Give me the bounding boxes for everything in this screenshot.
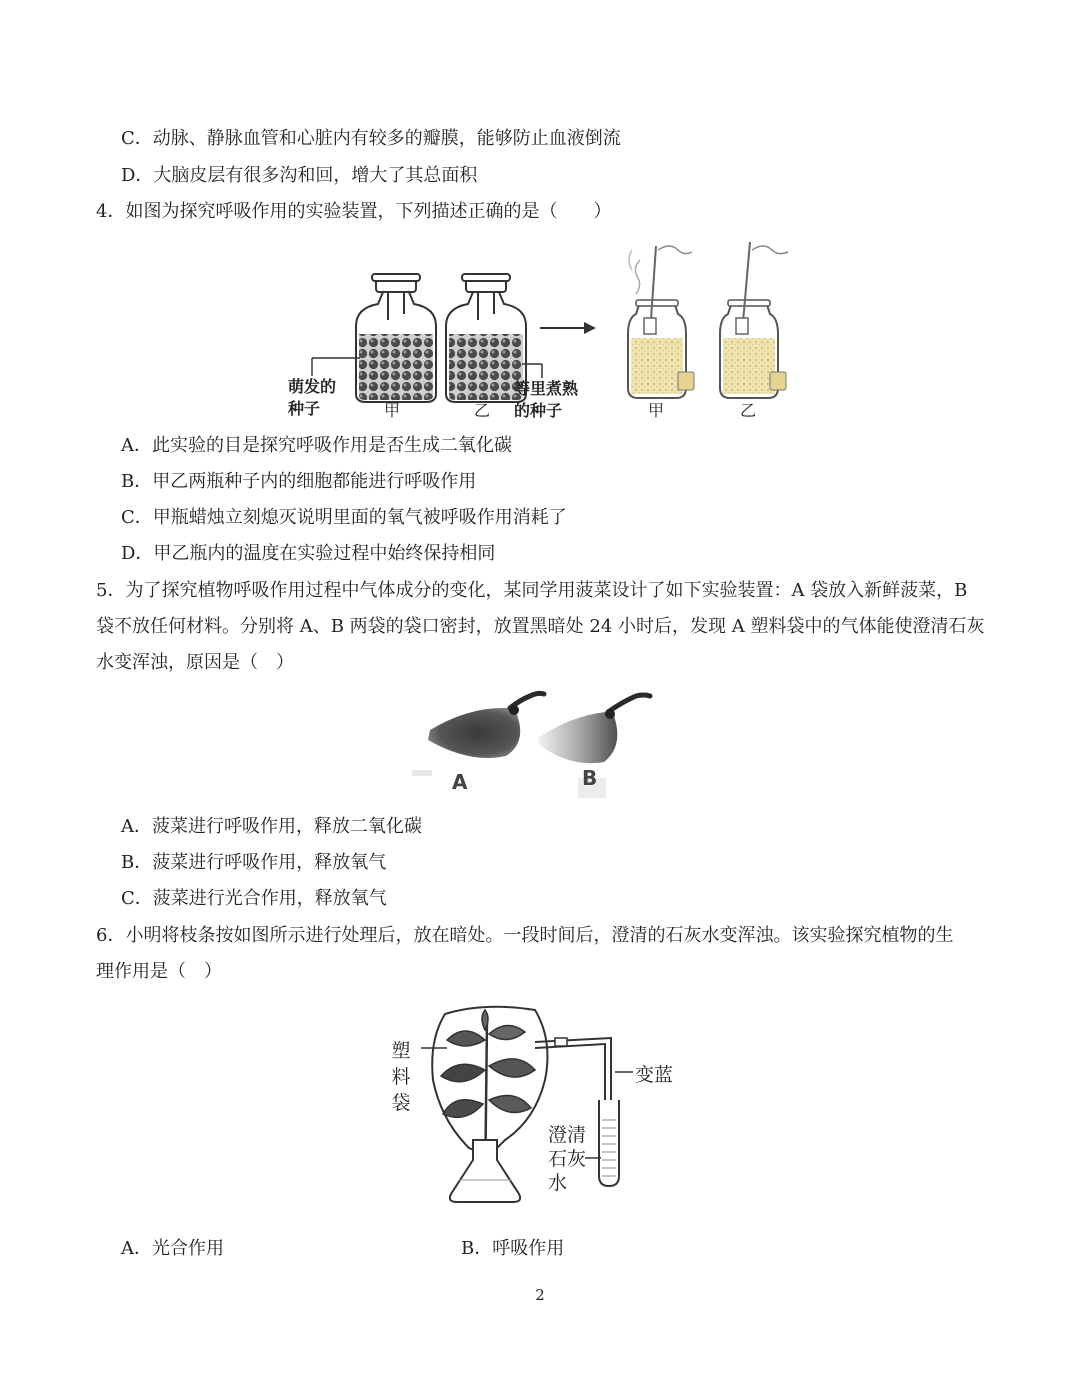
q4-option-a: A．此实验的目是探究呼吸作用是否生成二氧化碳 [121,435,512,456]
page-number: 2 [535,1286,545,1304]
spinach-bags-illustration [410,682,670,808]
q4-stem: 4．如图为探究呼吸作用的实验装置，下列描述正确的是（ ） [96,201,612,222]
bag-a-with-spinach [428,693,544,758]
q6-option-a: A．光合作用 [121,1238,224,1259]
label-bag-a: A [452,770,468,794]
q5-stem-line-2: 袋不放任何材料。分别将 A、B 两袋的袋口密封，放置黑暗处 24 小时后，发现 A 塑料袋中的气体能使澄清石灰 [96,616,985,637]
label-cooked-seeds-l1: 等里煮熟 [514,379,579,398]
conical-flask [450,1140,520,1202]
q4-option-d: D．甲乙瓶内的温度在实验过程中始终保持相同 [121,543,496,564]
label-limewater-3: 水 [548,1172,568,1194]
jar-a-candle-test [628,246,694,398]
label-jar-a-2: 甲 [648,401,665,420]
q6-stem-line-2: 理作用是（ ） [96,961,222,982]
q3-option-c: C．动脉、静脉血管和心脏内有较多的瓣膜，能够防止血液倒流 [121,128,621,149]
label-limewater-2: 石灰 [548,1148,587,1170]
q5-stem-line-3: 水变浑浊，原因是（ ） [96,652,294,673]
q5-option-b: B．菠菜进行呼吸作用，释放氧气 [121,852,387,873]
q5-option-a: A．菠菜进行呼吸作用，释放二氧化碳 [121,816,422,837]
q3-option-d: D．大脑皮层有很多沟和回，增大了其总面积 [121,165,478,186]
label-sprouting-seeds-l1: 萌发的 [288,377,337,396]
label-plastic-bag-1: 塑 [391,1040,411,1062]
q5-stem-line-1: 5．为了探究植物呼吸作用过程中气体成分的变化，某同学用菠菜设计了如下实验装置：A 袋放入新鲜菠菜，B [96,580,968,601]
q5-option-c: C．菠菜进行光合作用，释放氧气 [121,888,387,909]
q4-option-c: C．甲瓶蜡烛立刻熄灭说明里面的氧气被呼吸作用消耗了 [121,507,567,528]
label-cooked-seeds-l2: 的种子 [514,401,563,420]
q5-figure [410,682,670,808]
label-jar-a: 甲 [384,401,401,420]
label-jar-b: 乙 [474,401,491,420]
bag-b-empty [538,695,650,763]
q6-option-b: B．呼吸作用 [461,1238,565,1259]
label-plastic-bag-3: 袋 [391,1092,411,1114]
label-bag-b: B [582,766,598,790]
label-plastic-bag-2: 料 [391,1066,411,1088]
jar-b-candle-test [720,242,788,398]
q6-figure [385,1000,715,1210]
label-sprouting-seeds-l2: 种子 [288,399,321,418]
label-limewater-1: 澄清 [548,1124,587,1146]
q6-stem-line-1: 6．小明将枝条按如图所示进行处理后，放在暗处。一段时间后，澄清的石灰水变浑浊。该实验探究植物的生 [96,925,954,946]
test-tube [599,1100,619,1186]
q4-figure [280,238,800,424]
q4-option-b: B．甲乙两瓶种子内的细胞都能进行呼吸作用 [121,471,477,492]
jar-sprouting-seeds [356,274,436,402]
label-jar-b-2: 乙 [740,401,757,420]
label-turn-blue: 变蓝 [635,1064,674,1086]
